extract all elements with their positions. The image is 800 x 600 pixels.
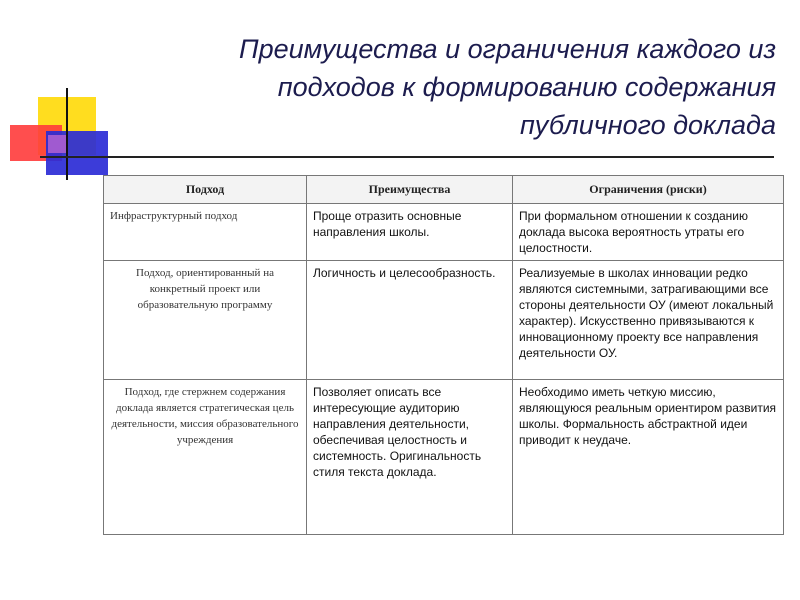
table-header-row [104,176,784,204]
decor-purple-square [48,135,66,153]
slide-title [150,30,776,144]
column-header-advantages: Преимущества [307,176,513,204]
column-header-approach: Подход [104,176,307,204]
table-row [104,204,784,261]
cell-advantages: Проще отразить основные направления школы. [307,204,513,261]
cell-limitations: Необходимо иметь четкую миссию, являющуюся реальным ориентиром развития школы. Формальность абстрактной идеи приводит к неудаче. [513,380,784,535]
cell-limitations: Реализуемые в школах инновации редко являются системными, затрагивающими все стороны деятельности ОУ (имеют локальный характер). Искусственно привязываются к инновационному проекту все направления деятельности ОУ. [513,261,784,380]
cell-approach: Инфраструктурный подход [104,204,307,261]
cell-advantages: Логичность и целесообразность. [307,261,513,380]
cell-limitations: При формальном отношении к созданию доклада высока вероятность утраты его целостности. [513,204,784,261]
comparison-table [103,175,784,535]
cell-approach: Подход, ориентированный на конкретный проект или образовательную программу [104,261,307,380]
table-row [104,261,784,380]
column-header-limitations: Ограничения (риски) [513,176,784,204]
title-line: публичного доклада [519,110,776,140]
table-row [104,380,784,535]
title-line: Преимущества и ограничения каждого из [239,34,776,64]
title-line: подходов к формированию содержания [277,72,776,102]
cell-advantages: Позволяет описать все интересующие аудиторию направления деятельности, обеспечивая целостность и системность. Оригинальность стиля текста доклада. [307,380,513,535]
decor-vertical-line [66,88,68,180]
title-divider-line [40,156,774,158]
cell-approach: Подход, где стержнем содержания доклада является стратегическая цель деятельности, миссия образовательного учреждения [104,380,307,535]
